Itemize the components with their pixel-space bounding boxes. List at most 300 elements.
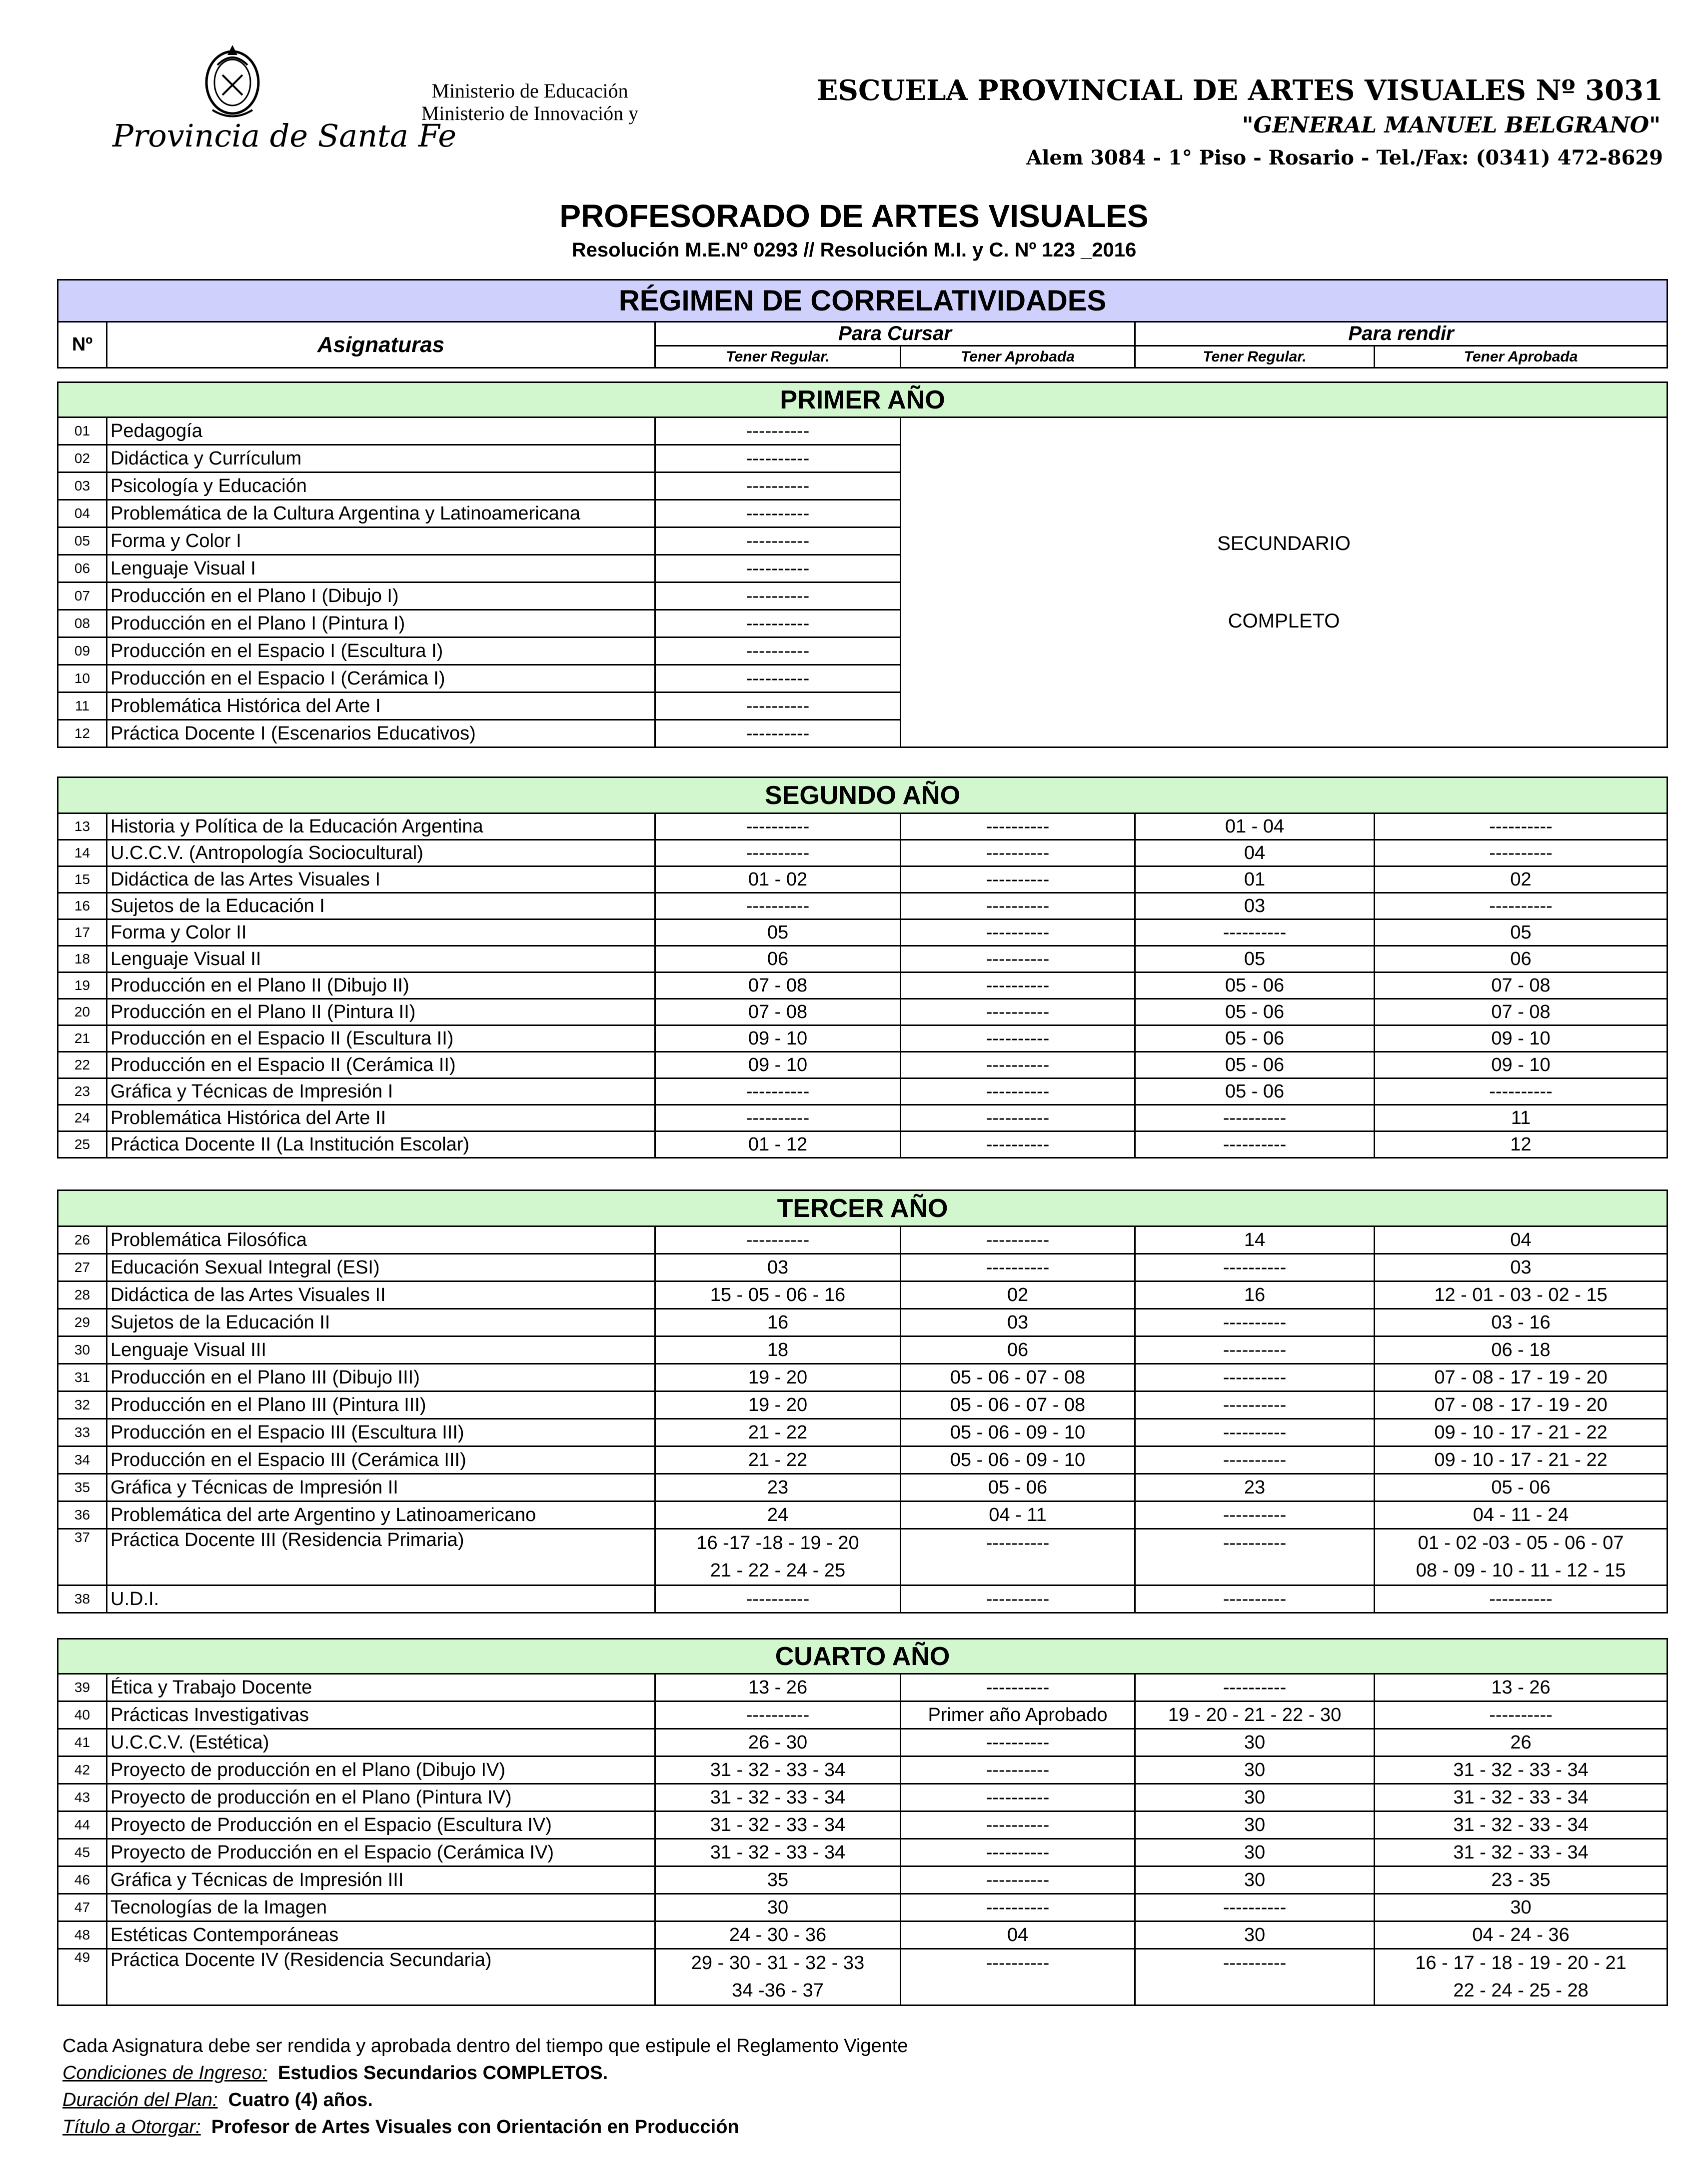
- sub-rendir-regular: Tener Regular.: [1135, 346, 1375, 368]
- rendir-aprobada: 04: [1375, 1226, 1668, 1254]
- rendir-aprobada: 31 - 32 - 33 - 34: [1375, 1839, 1668, 1866]
- cursar-regular: 05: [655, 920, 901, 946]
- table-row: [58, 1586, 1668, 1613]
- row-number: 45: [58, 1839, 107, 1866]
- row-number: 42: [58, 1756, 107, 1784]
- row-number: 01: [58, 418, 107, 445]
- rendir-aprobada: 09 - 10 - 17 - 21 - 22: [1375, 1419, 1668, 1446]
- cursar-aprobada: ----------: [901, 1052, 1135, 1078]
- row-number: 06: [58, 555, 107, 582]
- subject-name: Producción en el Espacio I (Escultura I): [107, 638, 655, 665]
- subject-name: Tecnologías de la Imagen: [107, 1894, 655, 1922]
- cursar-regular: 18: [655, 1336, 901, 1364]
- rendir-regular: ----------: [1135, 1105, 1375, 1132]
- rendir-aprobada: 31 - 32 - 33 - 34: [1375, 1784, 1668, 1812]
- table-row: [58, 972, 1668, 999]
- cursar-regular: 09 - 10: [655, 1026, 901, 1052]
- rendir-aprobada: 05 - 06: [1375, 1474, 1668, 1502]
- cursar-aprobada: ----------: [901, 1226, 1135, 1254]
- rendir-regular: 01: [1135, 866, 1375, 893]
- table-row: [58, 1756, 1668, 1784]
- rendir-regular: 05 - 06: [1135, 1078, 1375, 1105]
- rendir-regular: ----------: [1135, 1419, 1375, 1446]
- cursar-aprobada: ----------: [901, 1839, 1135, 1866]
- cursar-regular: 24: [655, 1502, 901, 1529]
- footer-duracion: [62, 2086, 908, 2114]
- row-number: 08: [58, 610, 107, 638]
- cursar-aprobada: ----------: [901, 999, 1135, 1026]
- rendir-regular: 04: [1135, 840, 1375, 866]
- rendir-aprobada-line-2: 22 - 24 - 25 - 28: [1453, 1980, 1589, 2001]
- table-row: [58, 1392, 1668, 1419]
- cursar-aprobada: ----------: [901, 1078, 1135, 1105]
- rendir-aprobada: 12 - 01 - 03 - 02 - 15: [1375, 1282, 1668, 1309]
- year-title: TERCER AÑO: [58, 1190, 1668, 1226]
- year-title: PRIMER AÑO: [58, 382, 1668, 418]
- cursar-regular: ----------: [655, 1586, 901, 1613]
- rendir-aprobada: ----------: [1375, 1078, 1668, 1105]
- subject-name: Lenguaje Visual III: [107, 1336, 655, 1364]
- row-number: 11: [58, 692, 107, 720]
- cursar-regular: 30: [655, 1894, 901, 1922]
- table-row: [58, 1474, 1668, 1502]
- rendir-aprobada: 02: [1375, 866, 1668, 893]
- row-number: 46: [58, 1866, 107, 1894]
- subject-name: Problemática del arte Argentino y Latinoamericano: [107, 1502, 655, 1529]
- footer-titulo: [62, 2114, 908, 2140]
- cursar-aprobada: ----------: [901, 866, 1135, 893]
- cursar-aprobada: ----------: [901, 1026, 1135, 1052]
- cursar-aprobada: 06: [901, 1336, 1135, 1364]
- year-title: CUARTO AÑO: [58, 1639, 1668, 1674]
- table-row: [58, 920, 1668, 946]
- subject-name: U.D.I.: [107, 1586, 655, 1613]
- provincial-crest-icon: [197, 35, 267, 125]
- subject-name: Gráfica y Técnicas de Impresión III: [107, 1866, 655, 1894]
- cursar-regular: 24 - 30 - 36: [655, 1922, 901, 1949]
- rendir-regular: 30: [1135, 1812, 1375, 1839]
- titulo-label: Título a Otorgar:: [62, 2116, 201, 2138]
- cursar-aprobada: 05 - 06: [901, 1474, 1135, 1502]
- sub-cursar-aprobada: Tener Aprobada: [901, 346, 1135, 368]
- rendir-regular: 23: [1135, 1474, 1375, 1502]
- rendir-aprobada-line-2: 08 - 09 - 10 - 11 - 12 - 15: [1416, 1560, 1626, 1581]
- row-number: 23: [58, 1078, 107, 1105]
- cursar-regular: ----------: [655, 610, 901, 638]
- year-table-segundo: [57, 776, 1668, 1158]
- cursar-regular: ----------: [655, 893, 901, 920]
- rendir-aprobada: 04 - 24 - 36: [1375, 1922, 1668, 1949]
- rendir-aprobada: ----------: [1375, 893, 1668, 920]
- rendir-aprobada: [1375, 1529, 1668, 1586]
- table-row: [58, 1419, 1668, 1446]
- row-number: 32: [58, 1392, 107, 1419]
- cursar-regular: ----------: [655, 665, 901, 692]
- table-row: [58, 1702, 1668, 1729]
- subject-name: U.C.C.V. (Estética): [107, 1729, 655, 1756]
- row-number: 27: [58, 1254, 107, 1282]
- row-number: 25: [58, 1132, 107, 1158]
- table-row: [58, 1336, 1668, 1364]
- cursar-regular: ----------: [655, 472, 901, 500]
- table-row: [58, 814, 1668, 840]
- row-number: 33: [58, 1419, 107, 1446]
- rendir-regular: 05 - 06: [1135, 972, 1375, 999]
- cursar-aprobada: ----------: [901, 840, 1135, 866]
- row-number: 24: [58, 1105, 107, 1132]
- row-number: 40: [58, 1702, 107, 1729]
- rendir-aprobada: 06: [1375, 946, 1668, 972]
- cursar-regular: 07 - 08: [655, 999, 901, 1026]
- subject-name: Producción en el Plano I (Dibujo I): [107, 582, 655, 610]
- rendir-aprobada: 03 - 16: [1375, 1309, 1668, 1336]
- cursar-regular: ----------: [655, 814, 901, 840]
- rendir-regular: 30: [1135, 1784, 1375, 1812]
- subject-name: Producción en el Espacio III (Cerámica III): [107, 1446, 655, 1474]
- row-number: 49: [58, 1949, 107, 2006]
- row-number: 43: [58, 1784, 107, 1812]
- cursar-aprobada: ----------: [901, 1105, 1135, 1132]
- cursar-regular-line-2: 34 -36 - 37: [732, 1980, 824, 2001]
- cursar-regular: 26 - 30: [655, 1729, 901, 1756]
- table-row: [58, 1078, 1668, 1105]
- cursar-regular: 31 - 32 - 33 - 34: [655, 1839, 901, 1866]
- table-row: [58, 1282, 1668, 1309]
- rendir-aprobada: ----------: [1375, 1586, 1668, 1613]
- table-row: [58, 1309, 1668, 1336]
- cursar-aprobada: ----------: [901, 1132, 1135, 1158]
- table-row: [58, 1839, 1668, 1866]
- subject-name: Práctica Docente IV (Residencia Secundaria): [107, 1949, 655, 2006]
- cursar-aprobada: ----------: [901, 1674, 1135, 1702]
- row-number: 31: [58, 1364, 107, 1392]
- entry-requirement-merged: [901, 418, 1668, 748]
- subject-name: Producción en el Plano II (Dibujo II): [107, 972, 655, 999]
- rendir-regular: ----------: [1135, 1132, 1375, 1158]
- rendir-regular: 05 - 06: [1135, 999, 1375, 1026]
- ministry-line-1: Ministerio de Educación: [431, 80, 628, 102]
- table-row: [58, 1866, 1668, 1894]
- table-row: [58, 1446, 1668, 1474]
- rendir-regular: 19 - 20 - 21 - 22 - 30: [1135, 1702, 1375, 1729]
- cursar-regular: ----------: [655, 582, 901, 610]
- row-number: 19: [58, 972, 107, 999]
- duracion-value: Cuatro (4) años.: [228, 2090, 373, 2110]
- row-number: 41: [58, 1729, 107, 1756]
- cursar-aprobada: 02: [901, 1282, 1135, 1309]
- duracion-label: Duración del Plan:: [62, 2090, 218, 2110]
- rendir-regular: ----------: [1135, 1894, 1375, 1922]
- cursar-regular: 13 - 26: [655, 1674, 901, 1702]
- row-number: 12: [58, 720, 107, 748]
- subject-name: Producción en el Plano I (Pintura I): [107, 610, 655, 638]
- requirement-line-2: COMPLETO: [1228, 610, 1340, 632]
- group-para-cursar: Para Cursar: [655, 322, 1135, 346]
- subject-name: Problemática Histórica del Arte I: [107, 692, 655, 720]
- rendir-aprobada: 30: [1375, 1894, 1668, 1922]
- subject-name: Sujetos de la Educación I: [107, 893, 655, 920]
- rendir-regular: ----------: [1135, 1502, 1375, 1529]
- cursar-regular: [655, 1529, 901, 1586]
- regime-title: RÉGIMEN DE CORRELATIVIDADES: [58, 280, 1668, 322]
- titulo-value: Profesor de Artes Visuales con Orientación en Producción: [211, 2116, 739, 2138]
- school-address: Alem 3084 - 1° Piso - Rosario - Tel./Fax: (0341) 472-8629: [1026, 146, 1663, 170]
- row-number: 09: [58, 638, 107, 665]
- rendir-regular: ----------: [1135, 1392, 1375, 1419]
- cursar-aprobada: 05 - 06 - 09 - 10: [901, 1419, 1135, 1446]
- row-number: 14: [58, 840, 107, 866]
- footer-ingreso: [62, 2060, 908, 2086]
- row-number: 03: [58, 472, 107, 500]
- cursar-regular: 16: [655, 1309, 901, 1336]
- table-row: [58, 1674, 1668, 1702]
- table-row: [58, 1026, 1668, 1052]
- ministry-line-2: Ministerio de Innovación y: [421, 102, 639, 124]
- rendir-regular: ----------: [1135, 1446, 1375, 1474]
- table-row: [58, 840, 1668, 866]
- row-number: 02: [58, 445, 107, 472]
- cursar-regular: 15 - 05 - 06 - 16: [655, 1282, 901, 1309]
- subject-name: Producción en el Espacio II (Cerámica II): [107, 1052, 655, 1078]
- school-motto: "GENERAL MANUEL BELGRANO": [1242, 112, 1661, 138]
- regime-header-table: [57, 279, 1668, 368]
- rendir-regular: 03: [1135, 893, 1375, 920]
- table-row: [58, 1894, 1668, 1922]
- table-row: [58, 1364, 1668, 1392]
- group-para-rendir: Para rendir: [1135, 322, 1668, 346]
- sub-rendir-aprobada: Tener Aprobada: [1375, 346, 1668, 368]
- rendir-aprobada: 12: [1375, 1132, 1668, 1158]
- rendir-regular: 30: [1135, 1729, 1375, 1756]
- footer-note: Cada Asignatura debe ser rendida y aprobada dentro del tiempo que estipule el Reglamento Vigente: [62, 2036, 908, 2056]
- rendir-regular: 05 - 06: [1135, 1026, 1375, 1052]
- rendir-aprobada: 07 - 08 - 17 - 19 - 20: [1375, 1364, 1668, 1392]
- rendir-regular: ----------: [1135, 1586, 1375, 1613]
- cursar-regular: ----------: [655, 500, 901, 528]
- ingreso-value: Estudios Secundarios COMPLETOS.: [277, 2062, 608, 2084]
- rendir-aprobada: 07 - 08: [1375, 999, 1668, 1026]
- subject-name: Práctica Docente II (La Institución Escolar): [107, 1132, 655, 1158]
- rendir-aprobada: 23 - 35: [1375, 1866, 1668, 1894]
- cursar-regular: 19 - 20: [655, 1392, 901, 1419]
- rendir-regular: 05 - 06: [1135, 1052, 1375, 1078]
- rendir-aprobada: 09 - 10: [1375, 1052, 1668, 1078]
- rendir-regular: ----------: [1135, 1336, 1375, 1364]
- rendir-regular: ----------: [1135, 1254, 1375, 1282]
- subject-name: Pedagogía: [107, 418, 655, 445]
- rendir-aprobada: 11: [1375, 1105, 1668, 1132]
- subject-name: Producción en el Espacio II (Escultura II): [107, 1026, 655, 1052]
- cursar-regular-line-1: 29 - 30 - 31 - 32 - 33: [691, 1952, 865, 1974]
- rendir-aprobada: [1375, 1949, 1668, 2006]
- subject-name: Lenguaje Visual I: [107, 555, 655, 582]
- table-row: [58, 1105, 1668, 1132]
- table-row: [58, 1812, 1668, 1839]
- cursar-regular: 21 - 22: [655, 1419, 901, 1446]
- row-number: 05: [58, 528, 107, 555]
- cursar-aprobada: ----------: [901, 1254, 1135, 1282]
- rendir-aprobada: 09 - 10: [1375, 1026, 1668, 1052]
- rendir-regular: ----------: [1135, 1674, 1375, 1702]
- rendir-aprobada: 05: [1375, 920, 1668, 946]
- cursar-aprobada: 04: [901, 1922, 1135, 1949]
- province-name: Provincia de Santa Fe: [112, 118, 457, 154]
- subject-name: Práctica Docente I (Escenarios Educativos): [107, 720, 655, 748]
- cursar-aprobada: 05 - 06 - 07 - 08: [901, 1392, 1135, 1419]
- school-name: ESCUELA PROVINCIAL DE ARTES VISUALES Nº 3031: [816, 74, 1663, 107]
- rendir-regular: ----------: [1135, 1949, 1375, 2006]
- row-number: 20: [58, 999, 107, 1026]
- row-number: 13: [58, 814, 107, 840]
- year-table-cuarto: [57, 1638, 1668, 2006]
- rendir-regular: ----------: [1135, 1529, 1375, 1586]
- row-number: 38: [58, 1586, 107, 1613]
- cursar-regular: 31 - 32 - 33 - 34: [655, 1756, 901, 1784]
- cursar-regular: 07 - 08: [655, 972, 901, 999]
- row-number: 44: [58, 1812, 107, 1839]
- rendir-aprobada: 26: [1375, 1729, 1668, 1756]
- table-row: [58, 1132, 1668, 1158]
- cursar-regular: ----------: [655, 418, 901, 445]
- subject-name: Lenguaje Visual II: [107, 946, 655, 972]
- subject-name: Producción en el Plano III (Pintura III): [107, 1392, 655, 1419]
- rendir-aprobada-line-1: 16 - 17 - 18 - 19 - 20 - 21: [1415, 1952, 1627, 1974]
- table-row: [58, 1502, 1668, 1529]
- year-title: SEGUNDO AÑO: [58, 778, 1668, 814]
- page-title: PROFESORADO DE ARTES VISUALES: [559, 198, 1149, 234]
- table-row: [58, 1784, 1668, 1812]
- row-number: 30: [58, 1336, 107, 1364]
- subject-name: Proyecto de Producción en el Espacio (Cerámica IV): [107, 1839, 655, 1866]
- cursar-regular: ----------: [655, 1105, 901, 1132]
- cursar-regular: 03: [655, 1254, 901, 1282]
- year-table-primer: [57, 382, 1668, 748]
- cursar-regular-line-2: 21 - 22 - 24 - 25: [710, 1560, 846, 1581]
- table-row: [58, 1529, 1668, 1586]
- cursar-aprobada: ----------: [901, 1894, 1135, 1922]
- rendir-regular: 30: [1135, 1839, 1375, 1866]
- sub-cursar-regular: Tener Regular.: [655, 346, 901, 368]
- cursar-regular: ----------: [655, 528, 901, 555]
- col-subjects-header: Asignaturas: [107, 322, 655, 368]
- cursar-regular: 06: [655, 946, 901, 972]
- subject-name: Problemática Filosófica: [107, 1226, 655, 1254]
- cursar-aprobada: ----------: [901, 972, 1135, 999]
- cursar-aprobada: ----------: [901, 1784, 1135, 1812]
- subject-name: Producción en el Espacio III (Escultura III): [107, 1419, 655, 1446]
- rendir-aprobada: ----------: [1375, 1702, 1668, 1729]
- table-row: [58, 866, 1668, 893]
- rendir-regular: 01 - 04: [1135, 814, 1375, 840]
- table-row: [58, 418, 1668, 445]
- cursar-aprobada: ----------: [901, 1729, 1135, 1756]
- rendir-regular: 30: [1135, 1866, 1375, 1894]
- cursar-regular: ----------: [655, 1702, 901, 1729]
- row-number: 10: [58, 665, 107, 692]
- cursar-aprobada: ----------: [901, 1866, 1135, 1894]
- row-number: 48: [58, 1922, 107, 1949]
- subject-name: Producción en el Plano II (Pintura II): [107, 999, 655, 1026]
- table-row: [58, 893, 1668, 920]
- subject-name: Ética y Trabajo Docente: [107, 1674, 655, 1702]
- cursar-aprobada: ----------: [901, 1756, 1135, 1784]
- document-header: [0, 0, 1708, 280]
- row-number: 34: [58, 1446, 107, 1474]
- rendir-aprobada: 07 - 08 - 17 - 19 - 20: [1375, 1392, 1668, 1419]
- subject-name: Psicología y Educación: [107, 472, 655, 500]
- subject-name: Didáctica de las Artes Visuales II: [107, 1282, 655, 1309]
- cursar-aprobada: ----------: [901, 893, 1135, 920]
- subject-name: Estéticas Contemporáneas: [107, 1922, 655, 1949]
- subject-name: Práctica Docente III (Residencia Primaria): [107, 1529, 655, 1586]
- row-number: 22: [58, 1052, 107, 1078]
- cursar-aprobada: 05 - 06 - 07 - 08: [901, 1364, 1135, 1392]
- table-row: [58, 1052, 1668, 1078]
- cursar-regular: 01 - 02: [655, 866, 901, 893]
- subject-name: Producción en el Espacio I (Cerámica I): [107, 665, 655, 692]
- rendir-aprobada: 03: [1375, 1254, 1668, 1282]
- subject-name: Gráfica y Técnicas de Impresión II: [107, 1474, 655, 1502]
- cursar-aprobada: 05 - 06 - 09 - 10: [901, 1446, 1135, 1474]
- subject-name: Forma y Color I: [107, 528, 655, 555]
- cursar-regular: ----------: [655, 720, 901, 748]
- rendir-aprobada-line-1: 01 - 02 -03 - 05 - 06 - 07: [1418, 1532, 1624, 1554]
- cursar-regular: 31 - 32 - 33 - 34: [655, 1812, 901, 1839]
- rendir-aprobada: ----------: [1375, 840, 1668, 866]
- row-number: 21: [58, 1026, 107, 1052]
- rendir-aprobada: 31 - 32 - 33 - 34: [1375, 1756, 1668, 1784]
- cursar-regular: 01 - 12: [655, 1132, 901, 1158]
- subject-name: Didáctica de las Artes Visuales I: [107, 866, 655, 893]
- subject-name: Problemática de la Cultura Argentina y Latinoamericana: [107, 500, 655, 528]
- ingreso-label: Condiciones de Ingreso:: [62, 2062, 267, 2084]
- cursar-aprobada: ----------: [901, 814, 1135, 840]
- subject-name: Forma y Color II: [107, 920, 655, 946]
- row-number: 37: [58, 1529, 107, 1586]
- rendir-regular: ----------: [1135, 1309, 1375, 1336]
- rendir-regular: 30: [1135, 1756, 1375, 1784]
- cursar-regular: ----------: [655, 445, 901, 472]
- subject-name: Proyecto de producción en el Plano (Pintura IV): [107, 1784, 655, 1812]
- subject-name: Sujetos de la Educación II: [107, 1309, 655, 1336]
- cursar-regular: [655, 1949, 901, 2006]
- cursar-regular: 23: [655, 1474, 901, 1502]
- table-row: [58, 1226, 1668, 1254]
- rendir-aprobada: 13 - 26: [1375, 1674, 1668, 1702]
- table-row: [58, 1922, 1668, 1949]
- row-number: 15: [58, 866, 107, 893]
- cursar-aprobada: ----------: [901, 1586, 1135, 1613]
- subject-name: Educación Sexual Integral (ESI): [107, 1254, 655, 1282]
- subject-name: Prácticas Investigativas: [107, 1702, 655, 1729]
- rendir-regular: ----------: [1135, 920, 1375, 946]
- cursar-regular: ----------: [655, 692, 901, 720]
- table-row: [58, 1254, 1668, 1282]
- subject-name: U.C.C.V. (Antropología Sociocultural): [107, 840, 655, 866]
- rendir-aprobada: 04 - 11 - 24: [1375, 1502, 1668, 1529]
- cursar-aprobada: ----------: [901, 920, 1135, 946]
- table-row: [58, 1949, 1668, 2006]
- subject-name: Didáctica y Currículum: [107, 445, 655, 472]
- row-number: 28: [58, 1282, 107, 1309]
- cursar-aprobada: ----------: [901, 946, 1135, 972]
- row-number: 07: [58, 582, 107, 610]
- cursar-regular: ----------: [655, 840, 901, 866]
- table-row: [58, 946, 1668, 972]
- rendir-regular: 05: [1135, 946, 1375, 972]
- rendir-aprobada: 31 - 32 - 33 - 34: [1375, 1812, 1668, 1839]
- cursar-aprobada: Primer año Aprobado: [901, 1702, 1135, 1729]
